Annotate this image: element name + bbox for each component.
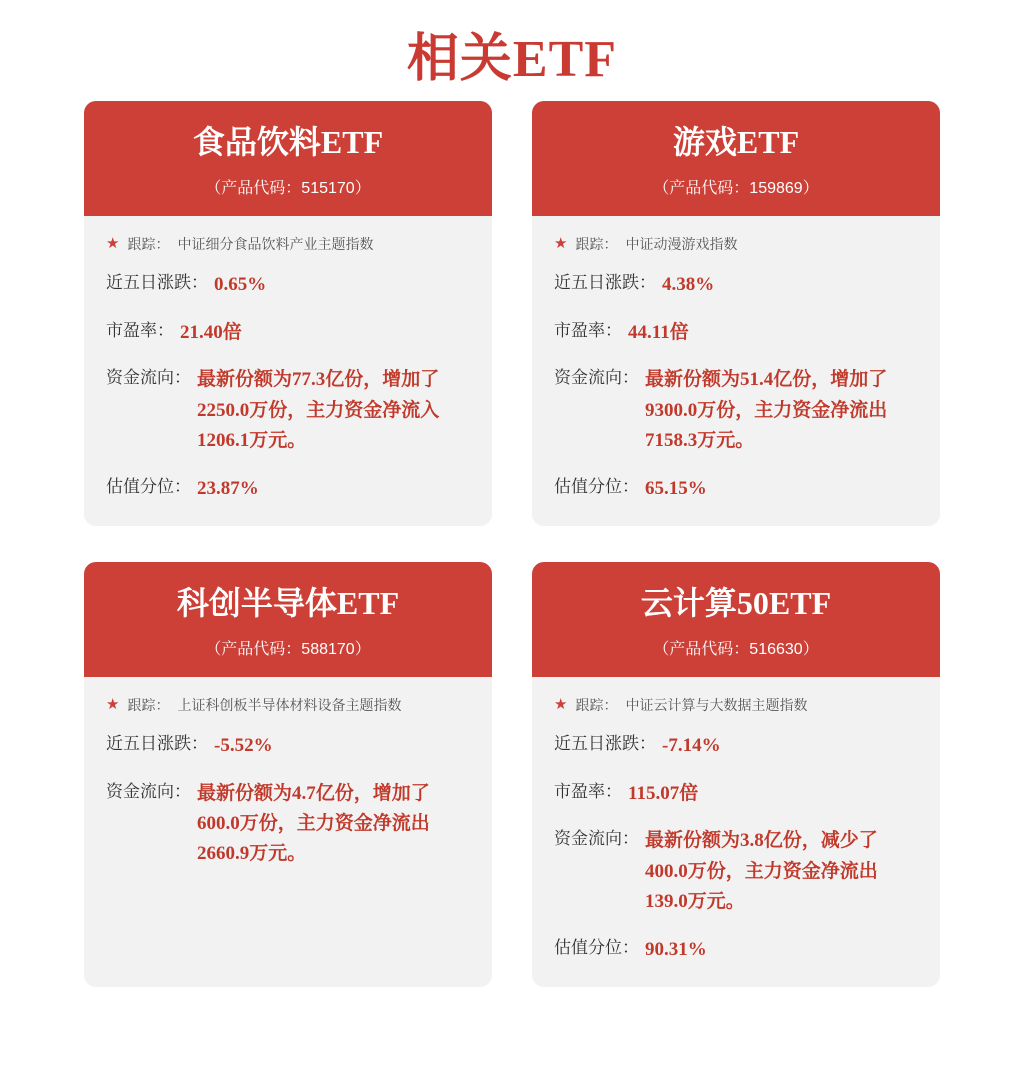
etf-card[interactable] [84, 562, 492, 987]
etf-flow-label: 资金流向： [554, 368, 639, 388]
etf-flow-row [106, 779, 470, 870]
etf-card-header [532, 101, 940, 216]
etf-pe-label: 市盈率： [554, 781, 622, 801]
etf-card-header [84, 562, 492, 677]
etf-valuation-row [554, 474, 918, 503]
etf-five-day-row [554, 270, 918, 299]
etf-track-row [106, 695, 470, 715]
etf-five-day-row [106, 731, 470, 760]
etf-valuation-value: 23.87% [197, 478, 259, 500]
etf-card-body [84, 677, 492, 986]
etf-code: （产品代码：159869） [653, 180, 819, 198]
etf-five-day-value: 0.65% [214, 274, 267, 296]
etf-valuation-label: 估值分位： [106, 477, 191, 497]
etf-valuation-label: 估值分位： [554, 477, 639, 497]
etf-five-day-row [106, 270, 470, 299]
etf-name: 游戏ETF [672, 124, 800, 160]
etf-flow-value: 最新份额为51.4亿份，增加了9300.0万份，主力资金净流出7158.3万元。 [645, 369, 888, 452]
etf-card-body [532, 216, 940, 525]
etf-flow-value: 最新份额为4.7亿份，增加了600.0万份，主力资金净流出2660.9万元。 [197, 782, 430, 865]
etf-name: 科创半导体ETF [176, 584, 400, 621]
etf-five-day-label: 近五日涨跌： [554, 734, 656, 754]
etf-pe-row [106, 318, 470, 347]
etf-track-row [554, 234, 918, 254]
star-icon: ★ [554, 697, 568, 714]
etf-pe-label: 市盈率： [554, 320, 622, 340]
etf-track-value: 中证细分食品饮料产业主题指数 [177, 236, 374, 253]
etf-flow-row [554, 365, 918, 456]
etf-five-day-value: -7.14% [662, 735, 721, 757]
etf-code: （产品代码：516630） [653, 641, 819, 659]
star-icon: ★ [106, 697, 120, 714]
etf-valuation-value: 90.31% [645, 939, 707, 961]
etf-track-value: 中证动漫游戏指数 [625, 236, 738, 253]
etf-pe-row [554, 779, 918, 808]
etf-card[interactable] [532, 562, 940, 987]
etf-flow-row [106, 365, 470, 456]
etf-card-body [84, 216, 492, 525]
etf-code: （产品代码：515170） [205, 180, 371, 198]
etf-track-row [106, 234, 470, 254]
etf-name: 云计算50ETF [640, 584, 832, 621]
etf-code: （产品代码：588170） [205, 641, 371, 659]
etf-flow-value: 最新份额为3.8亿份，减少了400.0万份，主力资金净流出139.0万元。 [645, 830, 878, 912]
etf-track-label: 跟踪： [127, 697, 170, 714]
etf-five-day-label: 近五日涨跌： [106, 273, 208, 293]
etf-card[interactable] [84, 101, 492, 526]
etf-pe-label: 市盈率： [106, 320, 174, 340]
etf-card-body [532, 677, 940, 986]
etf-name: 食品饮料ETF [192, 124, 384, 160]
etf-pe-row [554, 318, 918, 347]
etf-flow-label: 资金流向： [106, 781, 191, 801]
etf-card[interactable] [532, 101, 940, 526]
page-title: 相关ETF [406, 31, 618, 88]
etf-valuation-row [554, 935, 918, 964]
etf-valuation-label: 估值分位： [554, 938, 639, 958]
etf-five-day-label: 近五日涨跌： [554, 273, 656, 293]
etf-card-header [84, 101, 492, 216]
etf-flow-row [554, 826, 918, 917]
etf-track-label: 跟踪： [575, 236, 618, 253]
star-icon: ★ [106, 236, 120, 253]
etf-track-value: 上证科创板半导体材料设备主题指数 [177, 697, 402, 714]
etf-track-label: 跟踪： [127, 236, 170, 253]
etf-five-day-value: -5.52% [214, 735, 273, 757]
etf-flow-value: 最新份额为77.3亿份，增加了2250.0万份，主力资金净流入1206.1万元。 [197, 369, 440, 452]
etf-five-day-label: 近五日涨跌： [106, 734, 208, 754]
etf-valuation-value: 65.15% [645, 478, 707, 500]
etf-pe-value: 44.11倍 [628, 321, 689, 343]
star-icon: ★ [554, 236, 568, 253]
etf-card-grid [0, 101, 1024, 987]
etf-valuation-row [106, 474, 470, 503]
etf-track-row [554, 695, 918, 715]
etf-card-header [532, 562, 940, 677]
etf-five-day-row [554, 731, 918, 760]
etf-five-day-value: 4.38% [662, 274, 715, 296]
etf-track-label: 跟踪： [575, 697, 618, 714]
etf-pe-value: 115.07倍 [628, 782, 699, 804]
etf-flow-label: 资金流向： [106, 368, 191, 388]
etf-pe-value: 21.40倍 [180, 321, 242, 343]
etf-flow-label: 资金流向： [554, 829, 639, 849]
etf-track-value: 中证云计算与大数据主题指数 [625, 697, 808, 714]
